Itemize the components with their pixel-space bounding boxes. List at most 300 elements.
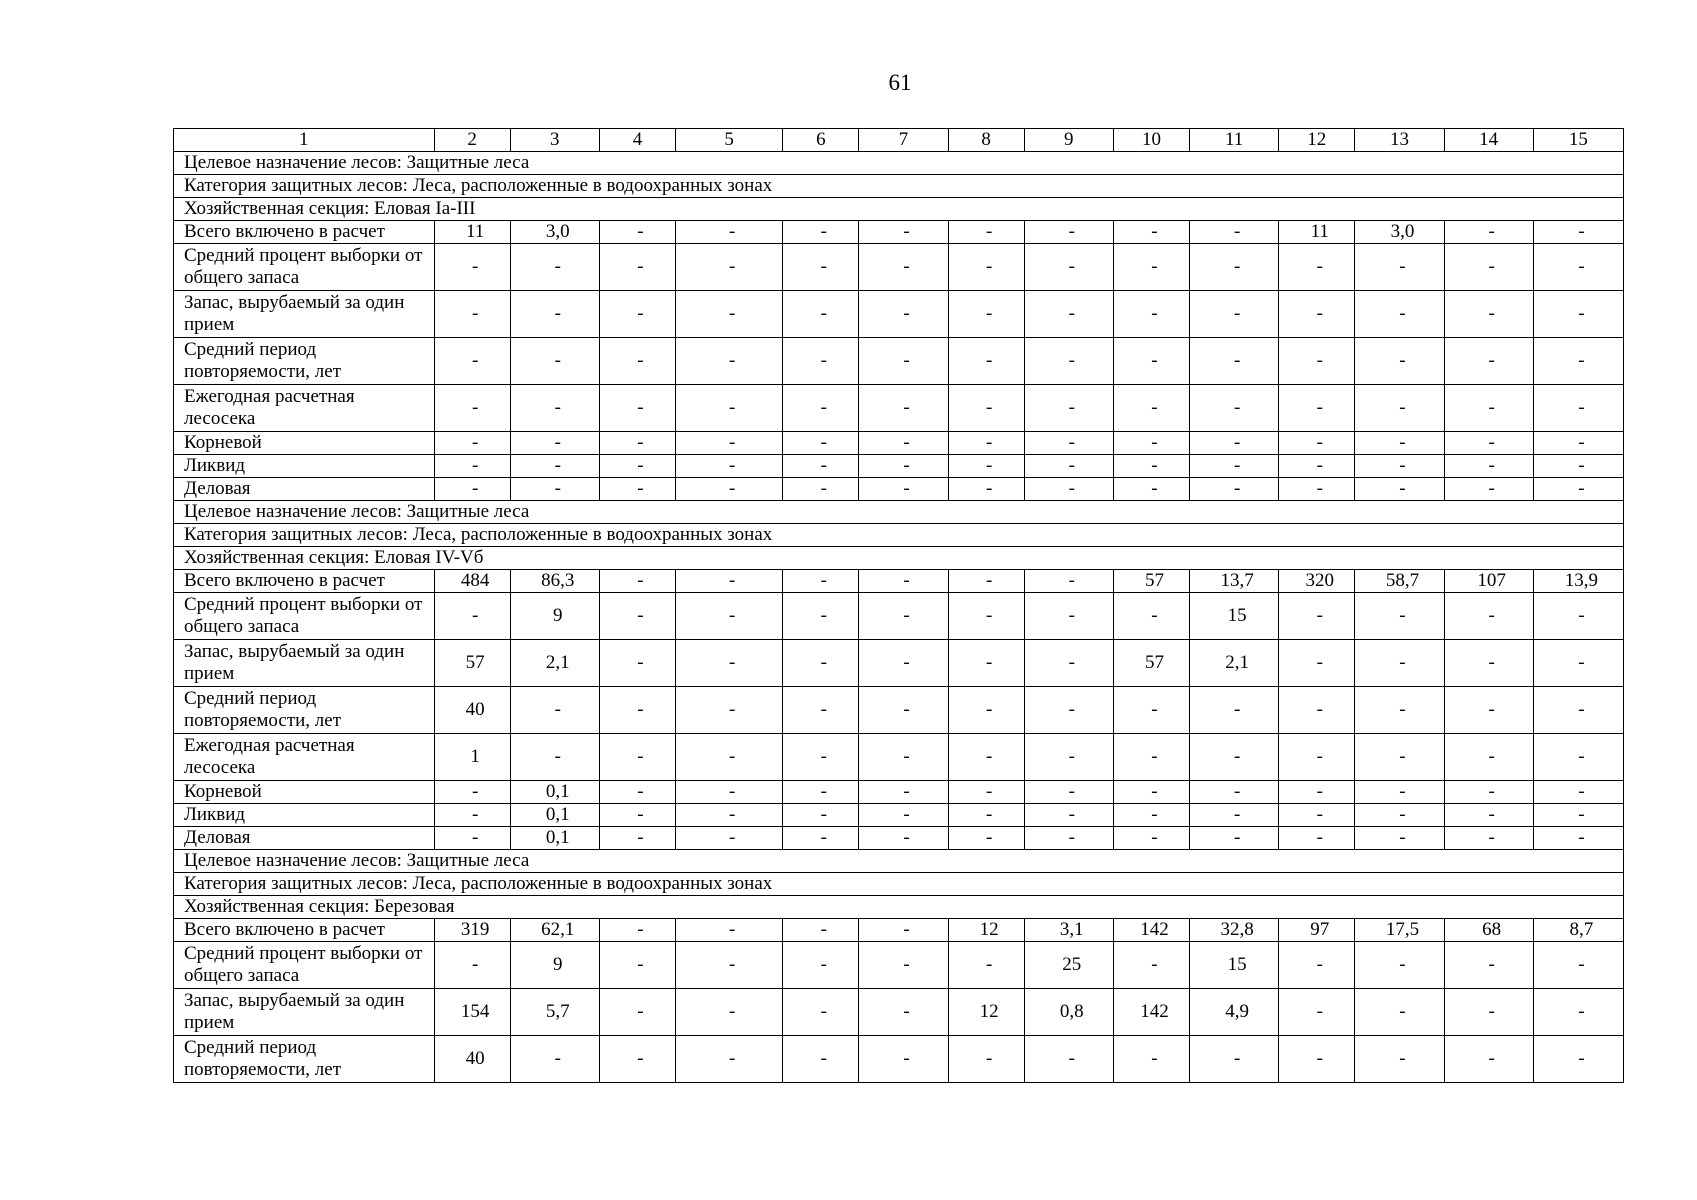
table-cell: 319 xyxy=(434,919,510,942)
table-cell: - xyxy=(1533,478,1623,501)
table-cell: - xyxy=(948,455,1024,478)
table-cell: - xyxy=(1190,291,1279,338)
table-cell: - xyxy=(1024,291,1113,338)
group-purpose: Целевое назначение лесов: Защитные леса xyxy=(174,152,1624,175)
table-cell: - xyxy=(948,244,1024,291)
table-cell: 0,1 xyxy=(510,781,599,804)
table-cell: - xyxy=(1533,640,1623,687)
column-number: 9 xyxy=(1024,129,1113,152)
table-cell: - xyxy=(434,385,510,432)
table-cell: - xyxy=(1444,687,1533,734)
table-cell: - xyxy=(1444,804,1533,827)
table-cell: - xyxy=(434,455,510,478)
table-cell: - xyxy=(859,221,948,244)
table-cell: - xyxy=(1279,478,1355,501)
table-cell: - xyxy=(1279,593,1355,640)
table-cell: - xyxy=(783,919,859,942)
table-row xyxy=(174,593,1624,640)
table-cell: - xyxy=(948,640,1024,687)
table-cell: - xyxy=(1190,781,1279,804)
table-cell: 13,9 xyxy=(1533,570,1623,593)
table-cell: - xyxy=(1024,478,1113,501)
table-cell: - xyxy=(1113,478,1189,501)
table-cell: - xyxy=(1190,478,1279,501)
group-purpose: Целевое назначение лесов: Защитные леса xyxy=(174,501,1624,524)
column-number: 1 xyxy=(174,129,435,152)
table-cell: - xyxy=(1533,827,1623,850)
table-cell: 86,3 xyxy=(510,570,599,593)
table-cell: - xyxy=(1444,942,1533,989)
row-label: Ежегодная расчетная лесосека xyxy=(174,734,435,781)
column-number: 10 xyxy=(1113,129,1189,152)
table-cell: - xyxy=(510,338,599,385)
row-label: Средний процент выборки от общего запаса xyxy=(174,244,435,291)
allowable-cut-table xyxy=(173,128,1624,1083)
group-category: Категория защитных лесов: Леса, расположенные в водоохранных зонах xyxy=(174,175,1624,198)
table-cell: 11 xyxy=(434,221,510,244)
table-cell: - xyxy=(1113,221,1189,244)
table-cell: - xyxy=(948,734,1024,781)
table-cell: - xyxy=(948,593,1024,640)
table-cell: - xyxy=(1444,781,1533,804)
table-cell: - xyxy=(599,244,675,291)
table-cell: - xyxy=(1190,221,1279,244)
table-cell: - xyxy=(1355,1036,1444,1083)
table-cell: 12 xyxy=(948,989,1024,1036)
table-cell: - xyxy=(1279,942,1355,989)
table-cell: - xyxy=(1444,734,1533,781)
table-cell: 97 xyxy=(1279,919,1355,942)
table-cell: - xyxy=(1355,781,1444,804)
row-label: Средний период повторяемости, лет xyxy=(174,1036,435,1083)
table-cell: - xyxy=(676,478,783,501)
row-label: Запас, вырубаемый за один прием xyxy=(174,291,435,338)
table-row xyxy=(174,244,1624,291)
table-cell: - xyxy=(948,804,1024,827)
table-cell: - xyxy=(1533,989,1623,1036)
row-label: Корневой xyxy=(174,781,435,804)
table-row xyxy=(174,385,1624,432)
table-cell: - xyxy=(510,455,599,478)
table-cell: - xyxy=(783,593,859,640)
table-cell: - xyxy=(676,455,783,478)
group-category-row xyxy=(174,175,1624,198)
row-label: Ликвид xyxy=(174,804,435,827)
table-cell: 12 xyxy=(948,919,1024,942)
table-cell: - xyxy=(434,827,510,850)
table-cell: - xyxy=(1355,989,1444,1036)
table-cell: - xyxy=(1279,734,1355,781)
table-row xyxy=(174,640,1624,687)
table-cell: - xyxy=(783,942,859,989)
table-cell: - xyxy=(859,919,948,942)
table-cell: - xyxy=(676,432,783,455)
table-cell: - xyxy=(1279,291,1355,338)
table-cell: - xyxy=(676,221,783,244)
group-section-row xyxy=(174,198,1624,221)
table-cell: - xyxy=(1113,244,1189,291)
table-cell: - xyxy=(434,942,510,989)
table-cell: - xyxy=(676,942,783,989)
column-number: 3 xyxy=(510,129,599,152)
table-cell: - xyxy=(676,640,783,687)
table-cell: - xyxy=(948,478,1024,501)
group-purpose-row xyxy=(174,152,1624,175)
table-cell: 8,7 xyxy=(1533,919,1623,942)
table-cell: - xyxy=(510,385,599,432)
table-cell: 0,1 xyxy=(510,804,599,827)
table-cell: - xyxy=(1190,687,1279,734)
table-row xyxy=(174,734,1624,781)
table-cell: - xyxy=(783,338,859,385)
table-cell: - xyxy=(859,455,948,478)
table-cell: - xyxy=(859,827,948,850)
table-row xyxy=(174,942,1624,989)
table-cell: - xyxy=(1190,385,1279,432)
table-cell: - xyxy=(510,291,599,338)
table-cell: - xyxy=(599,1036,675,1083)
row-label: Запас, вырубаемый за один прием xyxy=(174,640,435,687)
table-cell: - xyxy=(1024,221,1113,244)
table-cell: - xyxy=(434,338,510,385)
table-cell: 13,7 xyxy=(1190,570,1279,593)
table-cell: - xyxy=(948,338,1024,385)
table-cell: - xyxy=(599,919,675,942)
table-cell: - xyxy=(859,1036,948,1083)
table-cell: 484 xyxy=(434,570,510,593)
table-cell: 58,7 xyxy=(1355,570,1444,593)
table-cell: - xyxy=(599,593,675,640)
group-section: Хозяйственная секция: Березовая xyxy=(174,896,1624,919)
table-cell: - xyxy=(859,244,948,291)
table-cell: - xyxy=(676,919,783,942)
table-cell: - xyxy=(1355,593,1444,640)
table-cell: - xyxy=(676,570,783,593)
table-cell: 57 xyxy=(1113,570,1189,593)
table-cell: - xyxy=(1533,1036,1623,1083)
table-cell: - xyxy=(1113,1036,1189,1083)
table-cell: 5,7 xyxy=(510,989,599,1036)
table-cell: - xyxy=(1024,570,1113,593)
table-cell: - xyxy=(676,244,783,291)
table-row xyxy=(174,989,1624,1036)
table-cell: - xyxy=(948,781,1024,804)
table-cell: - xyxy=(859,687,948,734)
table-cell: - xyxy=(599,478,675,501)
table-cell: - xyxy=(1279,432,1355,455)
table-cell: - xyxy=(1024,734,1113,781)
table-row xyxy=(174,570,1624,593)
table-cell: - xyxy=(1533,593,1623,640)
table-cell: - xyxy=(1355,804,1444,827)
table-cell: - xyxy=(434,244,510,291)
row-label: Всего включено в расчет xyxy=(174,919,435,942)
table-cell: - xyxy=(859,338,948,385)
table-cell: - xyxy=(1024,455,1113,478)
table-cell: - xyxy=(676,781,783,804)
table-cell: - xyxy=(1533,338,1623,385)
table-cell: - xyxy=(1113,804,1189,827)
row-label: Деловая xyxy=(174,827,435,850)
table-cell: - xyxy=(1279,338,1355,385)
table-cell: - xyxy=(676,989,783,1036)
table-cell: 4,9 xyxy=(1190,989,1279,1036)
table-cell: 320 xyxy=(1279,570,1355,593)
table-cell: - xyxy=(1024,1036,1113,1083)
table-cell: - xyxy=(676,338,783,385)
table-cell: - xyxy=(676,291,783,338)
table-row xyxy=(174,432,1624,455)
table-cell: - xyxy=(783,244,859,291)
table-row xyxy=(174,221,1624,244)
table-cell: - xyxy=(676,687,783,734)
table-cell: - xyxy=(783,804,859,827)
table-cell: - xyxy=(1279,687,1355,734)
table-cell: - xyxy=(434,804,510,827)
table-cell: - xyxy=(599,385,675,432)
table-cell: 25 xyxy=(1024,942,1113,989)
table-row xyxy=(174,687,1624,734)
table-cell: 3,1 xyxy=(1024,919,1113,942)
table-cell: - xyxy=(783,570,859,593)
table-cell: - xyxy=(783,221,859,244)
table-cell: - xyxy=(1533,734,1623,781)
table-cell: - xyxy=(948,221,1024,244)
table-cell: - xyxy=(1024,244,1113,291)
table-cell: - xyxy=(1024,432,1113,455)
row-label: Корневой xyxy=(174,432,435,455)
table-cell: - xyxy=(948,570,1024,593)
table-cell: - xyxy=(1533,804,1623,827)
row-label: Деловая xyxy=(174,478,435,501)
table-cell: 154 xyxy=(434,989,510,1036)
table-cell: - xyxy=(1024,338,1113,385)
table-cell: - xyxy=(1444,221,1533,244)
table-cell: - xyxy=(1533,455,1623,478)
table-cell: - xyxy=(783,827,859,850)
table-cell: - xyxy=(434,593,510,640)
table-cell: - xyxy=(1190,455,1279,478)
table-cell: - xyxy=(1533,385,1623,432)
table-cell: 107 xyxy=(1444,570,1533,593)
table-cell: 142 xyxy=(1113,919,1189,942)
table-cell: - xyxy=(783,989,859,1036)
group-purpose-row xyxy=(174,501,1624,524)
row-label: Средний процент выборки от общего запаса xyxy=(174,593,435,640)
table-cell: - xyxy=(1355,338,1444,385)
row-label: Всего включено в расчет xyxy=(174,570,435,593)
table-cell: 62,1 xyxy=(510,919,599,942)
table-cell: 2,1 xyxy=(510,640,599,687)
table-cell: - xyxy=(676,1036,783,1083)
table-cell: - xyxy=(1533,291,1623,338)
table-cell: - xyxy=(783,734,859,781)
table-cell: 3,0 xyxy=(1355,221,1444,244)
table-row xyxy=(174,781,1624,804)
table-cell: - xyxy=(1279,781,1355,804)
table-cell: - xyxy=(599,781,675,804)
column-number: 14 xyxy=(1444,129,1533,152)
table-cell: - xyxy=(1190,1036,1279,1083)
table-cell: 3,0 xyxy=(510,221,599,244)
table-cell: - xyxy=(1113,687,1189,734)
table-cell: - xyxy=(1533,942,1623,989)
table-cell: - xyxy=(1113,455,1189,478)
table-cell: - xyxy=(510,734,599,781)
table-cell: - xyxy=(1113,942,1189,989)
table-cell: - xyxy=(434,291,510,338)
table-cell: - xyxy=(948,1036,1024,1083)
table-cell: 57 xyxy=(434,640,510,687)
row-label: Ликвид xyxy=(174,455,435,478)
group-section-row xyxy=(174,896,1624,919)
table-cell: - xyxy=(948,827,1024,850)
table-cell: - xyxy=(1279,455,1355,478)
table-cell: - xyxy=(859,942,948,989)
table-row xyxy=(174,1036,1624,1083)
table-cell: - xyxy=(1444,1036,1533,1083)
table-cell: - xyxy=(1279,244,1355,291)
table-cell: - xyxy=(599,804,675,827)
table-cell: - xyxy=(1113,734,1189,781)
table-cell: 1 xyxy=(434,734,510,781)
table-cell: - xyxy=(510,432,599,455)
table-cell: 0,8 xyxy=(1024,989,1113,1036)
table-cell: - xyxy=(510,244,599,291)
table-cell: - xyxy=(1355,291,1444,338)
table-row xyxy=(174,455,1624,478)
table-cell: 11 xyxy=(1279,221,1355,244)
table-cell: - xyxy=(1444,455,1533,478)
table-row xyxy=(174,478,1624,501)
table-cell: - xyxy=(1355,385,1444,432)
table-cell: 9 xyxy=(510,942,599,989)
group-category-row xyxy=(174,524,1624,547)
table-cell: 40 xyxy=(434,687,510,734)
table-cell: - xyxy=(783,432,859,455)
table-cell: - xyxy=(859,478,948,501)
group-category: Категория защитных лесов: Леса, расположенные в водоохранных зонах xyxy=(174,873,1624,896)
table-cell: - xyxy=(1024,687,1113,734)
table-cell: - xyxy=(599,432,675,455)
table-cell: - xyxy=(1279,1036,1355,1083)
column-number: 8 xyxy=(948,129,1024,152)
table-cell: - xyxy=(599,338,675,385)
table-cell: - xyxy=(1113,781,1189,804)
table-cell: - xyxy=(599,221,675,244)
table-cell: - xyxy=(1355,734,1444,781)
column-number: 5 xyxy=(676,129,783,152)
table-cell: - xyxy=(1444,432,1533,455)
column-number: 15 xyxy=(1533,129,1623,152)
group-purpose-row xyxy=(174,850,1624,873)
table-cell: - xyxy=(1533,432,1623,455)
group-purpose: Целевое назначение лесов: Защитные леса xyxy=(174,850,1624,873)
table-row xyxy=(174,338,1624,385)
table-cell: - xyxy=(1355,942,1444,989)
column-number: 13 xyxy=(1355,129,1444,152)
table-cell: - xyxy=(859,804,948,827)
table-cell: - xyxy=(676,734,783,781)
table-cell: - xyxy=(599,570,675,593)
table-cell: - xyxy=(1024,804,1113,827)
row-label: Всего включено в расчет xyxy=(174,221,435,244)
table-cell: - xyxy=(859,640,948,687)
row-label: Ежегодная расчетная лесосека xyxy=(174,385,435,432)
table-cell: - xyxy=(859,570,948,593)
table-cell: - xyxy=(859,989,948,1036)
table-cell: - xyxy=(783,1036,859,1083)
table-cell: - xyxy=(1024,781,1113,804)
table-row xyxy=(174,827,1624,850)
table-cell: 0,1 xyxy=(510,827,599,850)
table-cell: - xyxy=(1190,432,1279,455)
table-cell: 40 xyxy=(434,1036,510,1083)
table-cell: - xyxy=(1279,804,1355,827)
table-cell: - xyxy=(1444,291,1533,338)
table-cell: - xyxy=(948,385,1024,432)
table-cell: 17,5 xyxy=(1355,919,1444,942)
table-cell: - xyxy=(783,781,859,804)
group-section: Хозяйственная секция: Еловая Ia-III xyxy=(174,198,1624,221)
column-number-row xyxy=(174,129,1624,152)
table-cell: - xyxy=(1024,827,1113,850)
table-cell: - xyxy=(859,291,948,338)
table-cell: - xyxy=(1444,989,1533,1036)
table-cell: - xyxy=(1444,385,1533,432)
table-cell: - xyxy=(1190,338,1279,385)
table-cell: - xyxy=(859,593,948,640)
table-cell: 2,1 xyxy=(1190,640,1279,687)
table-cell: 68 xyxy=(1444,919,1533,942)
table-cell: - xyxy=(1190,827,1279,850)
table-cell: - xyxy=(1533,244,1623,291)
table-cell: - xyxy=(1444,244,1533,291)
table-cell: - xyxy=(948,687,1024,734)
table-cell: - xyxy=(1113,593,1189,640)
table-cell: - xyxy=(599,734,675,781)
table-cell: 15 xyxy=(1190,593,1279,640)
table-cell: 142 xyxy=(1113,989,1189,1036)
table-cell: - xyxy=(1355,827,1444,850)
table-cell: - xyxy=(1444,827,1533,850)
table-cell: - xyxy=(676,593,783,640)
table-cell: - xyxy=(1533,687,1623,734)
table-cell: - xyxy=(783,291,859,338)
table-cell: - xyxy=(948,432,1024,455)
table-cell: - xyxy=(1444,338,1533,385)
table-cell: - xyxy=(599,455,675,478)
table-cell: - xyxy=(434,432,510,455)
column-number: 12 xyxy=(1279,129,1355,152)
table-cell: - xyxy=(1024,640,1113,687)
table-cell: - xyxy=(1533,221,1623,244)
table-row xyxy=(174,919,1624,942)
table-cell: - xyxy=(1355,432,1444,455)
table-cell: - xyxy=(1113,385,1189,432)
table-cell: - xyxy=(1113,827,1189,850)
table-cell: - xyxy=(510,1036,599,1083)
table-cell: - xyxy=(434,781,510,804)
table-cell: - xyxy=(434,478,510,501)
table-cell: - xyxy=(783,687,859,734)
table-cell: - xyxy=(948,291,1024,338)
table-cell: - xyxy=(1355,455,1444,478)
table-cell: - xyxy=(859,385,948,432)
table-cell: - xyxy=(1024,593,1113,640)
column-number: 7 xyxy=(859,129,948,152)
table-cell: 32,8 xyxy=(1190,919,1279,942)
